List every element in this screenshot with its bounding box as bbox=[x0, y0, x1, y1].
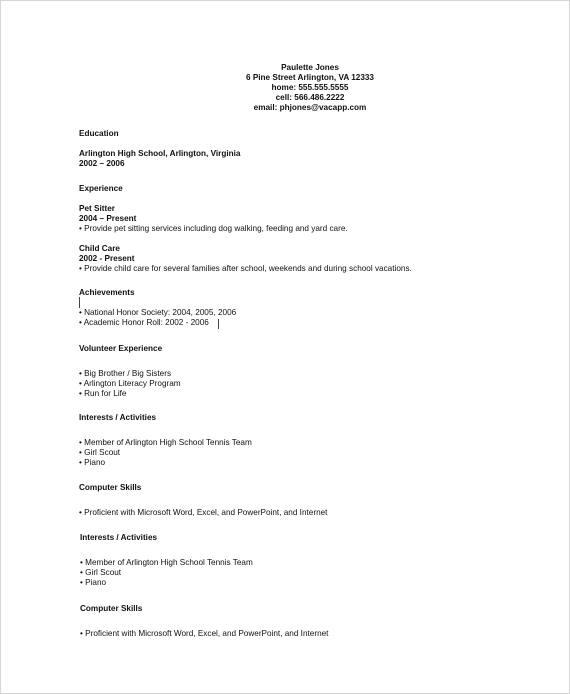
job-title: Child Care bbox=[79, 244, 120, 253]
job-dates: 2004 – Present bbox=[79, 214, 137, 223]
list-item: • National Honor Society: 2004, 2005, 2006 bbox=[79, 308, 237, 317]
list-item: • Run for Life bbox=[79, 389, 127, 398]
list-item: • Member of Arlington High School Tennis Team bbox=[80, 558, 253, 567]
school-name: Arlington High School, Arlington, Virginia bbox=[79, 149, 241, 158]
section-heading: Education bbox=[79, 129, 119, 138]
achievements-section bbox=[79, 288, 236, 328]
section-heading: Computer Skills bbox=[79, 483, 142, 492]
list-item: • Academic Honor Roll: 2002 - 2006 bbox=[79, 318, 209, 327]
list-item: • Proficient with Microsoft Word, Excel, and PowerPoint, and Internet bbox=[80, 629, 329, 638]
school-years: 2002 – 2006 bbox=[79, 159, 125, 168]
education-section bbox=[79, 129, 240, 169]
email-line: email: phjones@vacapp.com bbox=[253, 103, 367, 112]
list-item: • Piano bbox=[79, 458, 106, 467]
list-item: • Arlington Literacy Program bbox=[79, 379, 181, 388]
volunteer-section bbox=[79, 344, 181, 399]
job-detail: • Provide child care for several families after school, weekends and during school vacations. bbox=[79, 264, 412, 273]
section-heading: Interests / Activities bbox=[79, 413, 157, 422]
experience-section bbox=[79, 184, 412, 274]
section-heading: Achievements bbox=[79, 288, 135, 297]
section-heading: Computer Skills bbox=[80, 604, 143, 613]
list-item: • Piano bbox=[80, 578, 107, 587]
applicant-name: Paulette Jones bbox=[281, 63, 339, 72]
interests-section-repeat bbox=[80, 533, 253, 588]
cell-phone: cell: 566.486.2222 bbox=[275, 93, 345, 102]
list-item: • Proficient with Microsoft Word, Excel, and PowerPoint, and Internet bbox=[79, 508, 328, 517]
text-cursor bbox=[218, 319, 219, 329]
list-item: • Member of Arlington High School Tennis Team bbox=[79, 438, 252, 447]
computer-skills-section bbox=[79, 483, 327, 518]
computer-skills-section-repeat bbox=[80, 604, 328, 639]
section-heading: Experience bbox=[79, 184, 123, 193]
text-cursor bbox=[79, 297, 80, 308]
list-item: • Big Brother / Big Sisters bbox=[79, 369, 172, 378]
address-line: 6 Pine Street Arlington, VA 12333 bbox=[245, 73, 374, 82]
list-item: • Girl Scout bbox=[79, 448, 121, 457]
section-heading: Volunteer Experience bbox=[79, 344, 163, 353]
section-heading: Interests / Activities bbox=[80, 533, 158, 542]
job-dates: 2002 - Present bbox=[79, 254, 135, 263]
home-phone: home: 555.555.5555 bbox=[271, 83, 349, 92]
contact-header bbox=[1, 63, 570, 113]
job-title: Pet Sitter bbox=[79, 204, 115, 213]
list-item: • Girl Scout bbox=[80, 568, 122, 577]
job-detail: • Provide pet sitting services including dog walking, feeding and yard care. bbox=[79, 224, 348, 233]
interests-section bbox=[79, 413, 252, 468]
